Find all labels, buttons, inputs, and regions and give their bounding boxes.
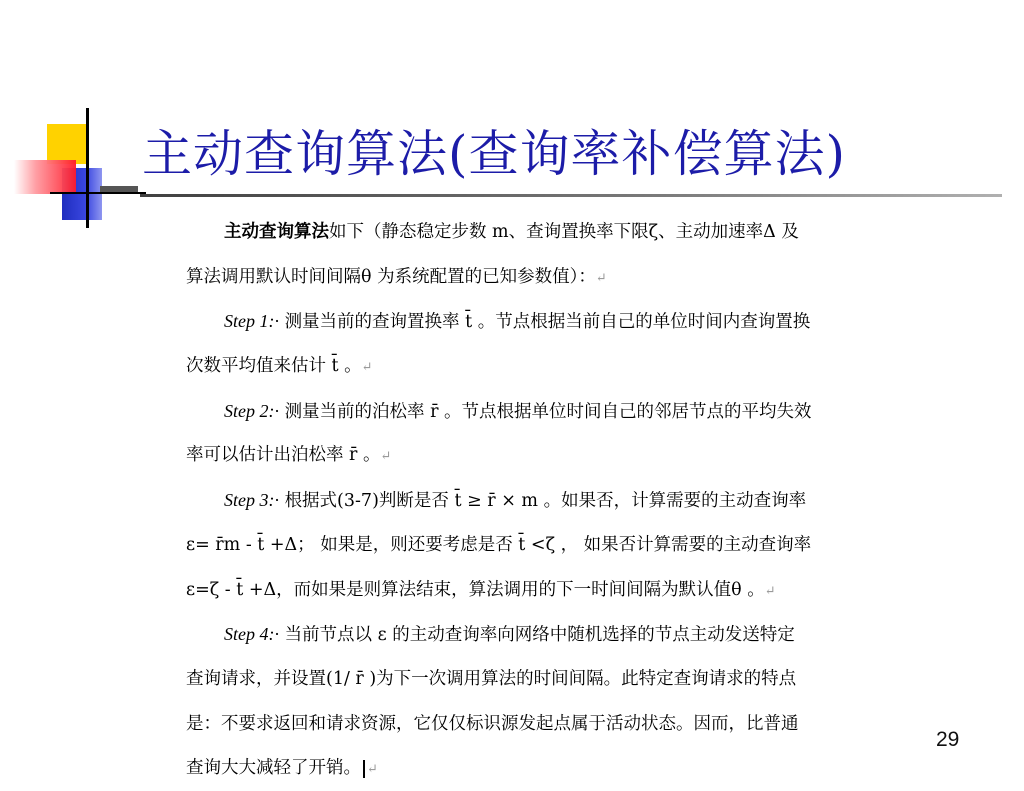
paragraph-mark: ↵ — [764, 583, 776, 599]
step3-line1 — [186, 478, 902, 523]
logo-horizontal-line — [50, 192, 146, 194]
step3-line3 — [186, 568, 902, 613]
step3-line1-text: 根据式(3-7)判断是否 t̄ ≥ r̄ × m 。如果否，计算需要的主动查询率 — [284, 491, 807, 512]
step3-line2-text: ε= r̄m - t̄ +Δ； 如果是，则还要考虑是否 t̄ <ζ ， 如果否计算需要的主动查询率 — [186, 534, 812, 555]
paragraph-mark: ↵ — [361, 360, 373, 376]
paragraph-mark: ↵ — [595, 270, 607, 286]
para1-line1 — [186, 210, 902, 255]
step4-line4-text: 查询大大减轻了开销。 — [186, 758, 361, 779]
para1-bold-lead: 主动查询算法 — [224, 222, 329, 242]
step1-line1-text: 测量当前的查询置换率 t̄ 。节点根据当前自己的单位时间内查询置换 — [284, 312, 811, 333]
page-title: 主动查询算法(查询率补偿算法) — [142, 125, 847, 183]
para1-line2-text: 算法调用默认时间间隔θ 为系统配置的已知参数值）： — [186, 266, 596, 287]
step3-line2 — [186, 523, 902, 568]
step1-line2 — [186, 344, 902, 389]
step4-line1 — [186, 612, 902, 657]
logo-vertical-line — [86, 108, 89, 228]
paragraph-mark: ↵ — [367, 762, 378, 778]
paragraph-mark: ↵ — [380, 449, 392, 465]
step4-line3 — [186, 702, 902, 747]
step1-line1 — [186, 299, 902, 344]
logo-red-square — [14, 160, 76, 194]
step4-line2 — [186, 657, 902, 702]
para1-line1-text: 如下（静态稳定步数 m、查询置换率下限ζ、主动加速率Δ 及 — [329, 222, 799, 242]
step4-line2-text: 查询请求，并设置(1/ r̄ )为下一次调用算法的时间间隔。此特定查询请求的特点 — [186, 668, 797, 689]
body-text — [186, 210, 902, 791]
step3-line3-text: ε=ζ - t̄ +Δ，而如果是则算法结束，算法调用的下一时间间隔为默认值θ 。 — [186, 579, 765, 600]
step4-line4 — [186, 746, 902, 791]
step3-label: Step 3:· — [224, 490, 279, 511]
step4-line1-text: 当前节点以 ε 的主动查询率向网络中随机选择的节点主动发送特定 — [284, 625, 795, 646]
step1-label: Step 1:· — [224, 311, 279, 332]
step2-line1-text: 测量当前的泊松率 r̄ 。节点根据单位时间自己的邻居节点的平均失效 — [284, 401, 812, 422]
step2-label: Step 2:· — [224, 400, 279, 421]
step2-line1 — [186, 389, 902, 434]
page-number: 29 — [936, 728, 960, 751]
para1-line2 — [186, 255, 902, 300]
text-cursor — [363, 760, 365, 778]
step2-line2-text: 率可以估计出泊松率 r̄ 。 — [186, 445, 381, 466]
logo-yellow-square — [47, 124, 87, 164]
step2-line2 — [186, 433, 902, 478]
step4-line3-text: 是：不要求返回和请求资源，它仅仅标识源发起点属于活动状态。因而，比普通 — [186, 713, 799, 734]
title-underline-rule — [140, 194, 1002, 197]
step1-line2-text: 次数平均值来估计 t̄ 。 — [186, 356, 362, 377]
step4-label: Step 4:· — [224, 624, 279, 645]
